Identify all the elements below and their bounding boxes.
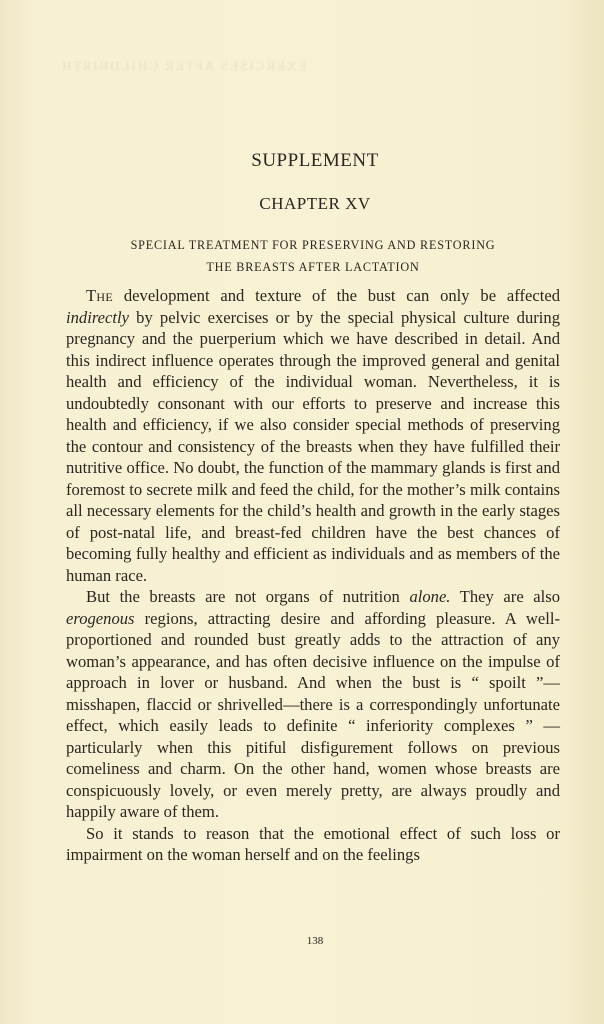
paragraph-2-emphasis-2: erogenous — [66, 608, 135, 628]
paragraph-2 — [66, 586, 560, 823]
page-number: 138 — [306, 935, 324, 947]
subtitle-line-2: THE BREASTS AFTER LACTATION — [206, 259, 420, 274]
chapter-title: CHAPTER XV — [259, 194, 371, 213]
paragraph-1-text-b: by pelvic exercises or by the special physical culture during pregnancy and the puerperium which we have described in detail. And this indirect influence operates through the improved general and genital health and efficiency of the individual woman. Nevertheless, it is undoubtedly consonant with our efforts to preserve and increase this health and efficiency, if we also consider special methods of preserving the contour and consistency of the breasts when they have fulfilled their nutritive office. No doubt, the function of the mammary glands is first and foremost to secrete milk and feed the child, for the mother’s milk contains all necessary elements for the child’s health and growth in the early stages of post-natal life, and breast-fed children have the best chances of becoming fully healthy and efficient as individuals and as members of the human race. — [66, 307, 560, 585]
subtitle-line-1: SPECIAL TREATMENT FOR PRESERVING AND RESTORING — [130, 238, 496, 252]
paragraph-2-text-c: regions, attracting desire and affording pleasure. A well-proportioned and rounded bust greatly adds to the attraction of any woman’s appearance, and has often decisive influence on the impulse of approach in lover or husband. And when the bust is “ spoilt ”—misshapen, flaccid or shrivelled—there is a correspondingly unfortunate effect, which easily leads to definite “ inferiority complexes ” —particularly when this pitiful disfigurement follows on previous comeliness and charm. On the other hand, women whose breasts are conspicuously lovely, or even merely pretty, are always proudly and happily aware of them. — [66, 608, 560, 821]
paragraph-2-text-a: But the breasts are not organs of nutrition — [86, 587, 410, 606]
paragraph-2-emphasis-1: alone. — [409, 587, 451, 606]
section-title: SUPPLEMENT — [251, 150, 379, 171]
paragraph-1 — [66, 285, 560, 586]
chapter-subtitle — [66, 235, 560, 278]
paragraph-2-text-b: They are also — [450, 587, 561, 606]
paragraph-3: So it stands to reason that the emotional effect of such loss or impairment on the woman herself and on the feelings — [66, 823, 560, 864]
paragraph-1-text-a: development and texture of the bust can only be affected — [113, 286, 560, 305]
body-text — [66, 285, 560, 866]
show-through-running-head: EXERCISES AFTER CHILDBIRTH — [60, 58, 307, 73]
paragraph-1-emphasis: indirectly — [66, 307, 129, 327]
paragraph-1-lead-word: The — [86, 286, 114, 305]
